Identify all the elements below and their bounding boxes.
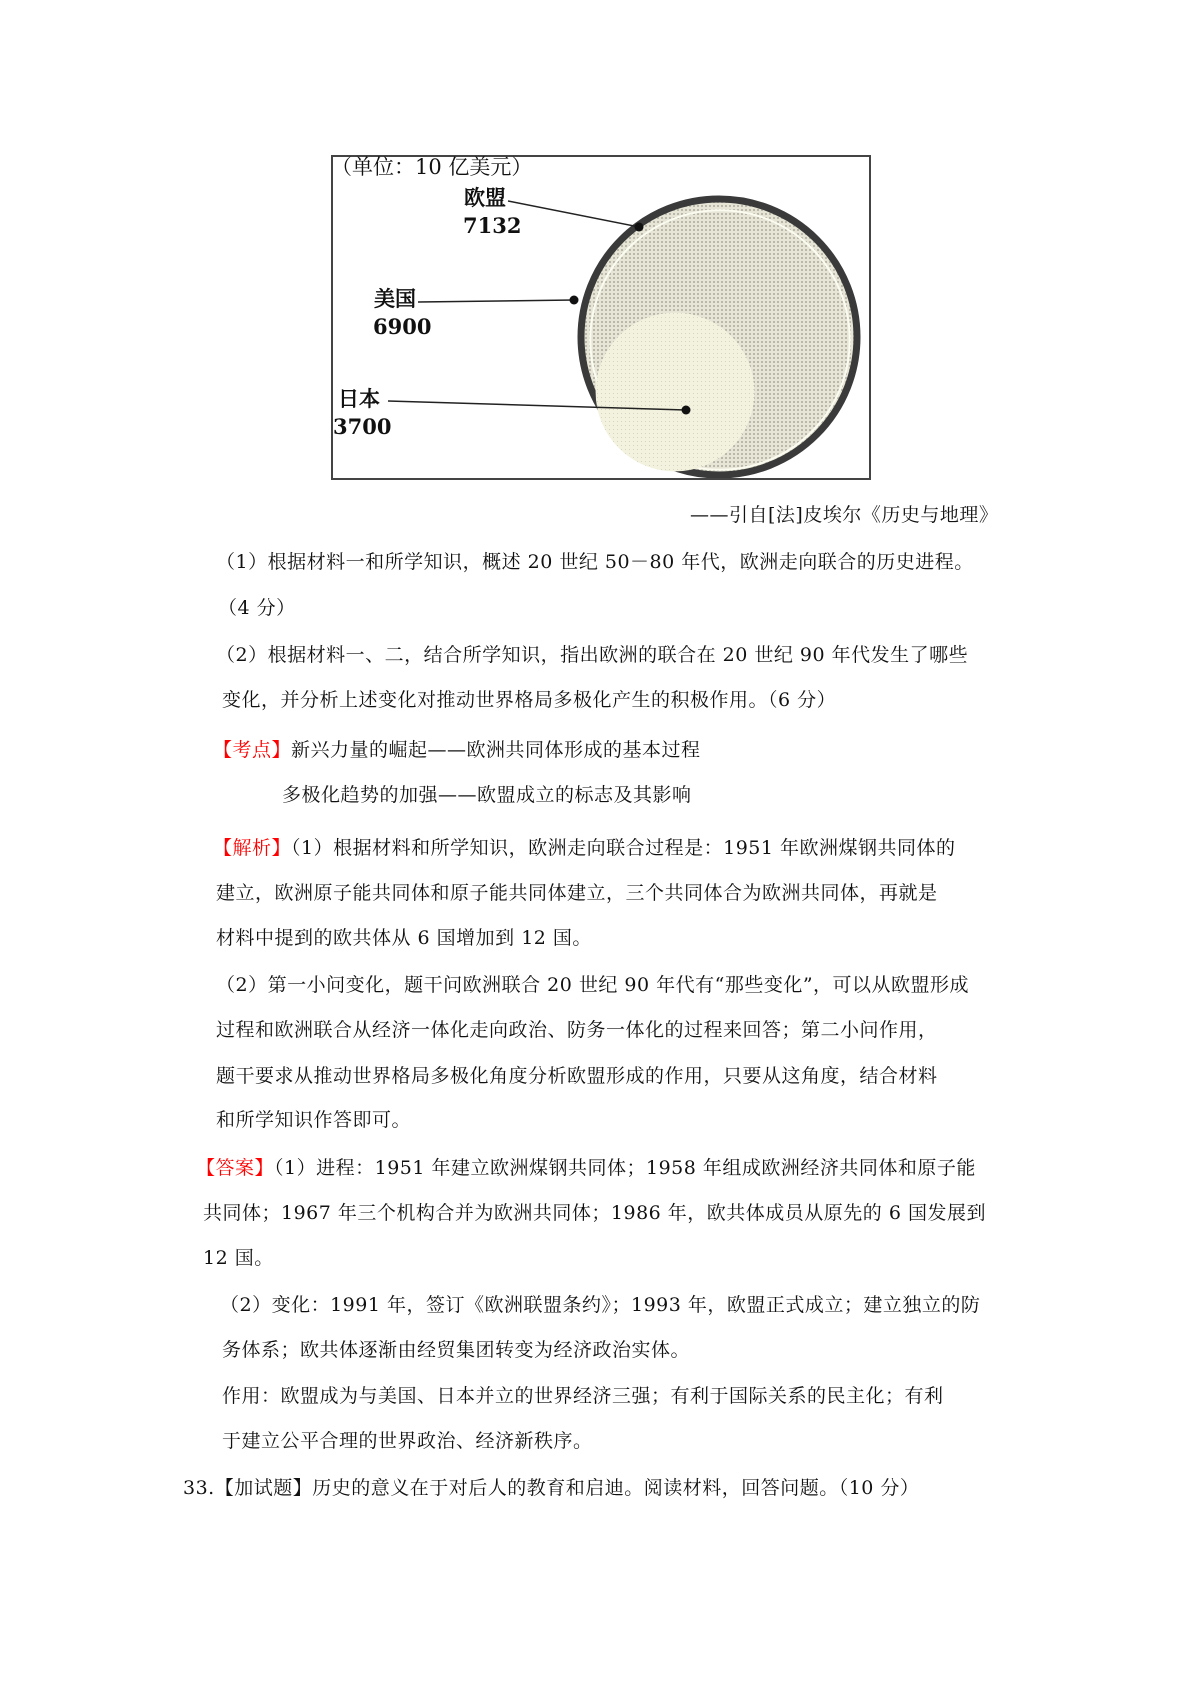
daan-a1-line-1: （1）进程：1951 年建立欧洲煤钢共同体；1958 年组成欧洲经济共同体和原子能 [274, 1157, 976, 1179]
leader-line-eu [508, 201, 639, 227]
label-jp-value: 3700 [333, 414, 392, 439]
jiexi-p1-line-2: 建立，欧洲原子能共同体和原子能共同体建立，三个共同体合为欧洲共同体，再就是 [216, 882, 938, 904]
question-1-line-2: （4 分） [218, 597, 296, 619]
label-us-value: 6900 [373, 314, 432, 339]
jiexi-p1-line-3: 材料中提到的欧共体从 6 国增加到 12 国。 [216, 927, 592, 949]
question-1-line-1: （1）根据材料一和所学知识，概述 20 世纪 50－80 年代，欧洲走向联合的历史进程。 [216, 551, 974, 573]
gdp-comparison-chart [331, 155, 871, 480]
daan-a1-line-3: 12 国。 [203, 1247, 274, 1269]
jiexi-label: 【解析】 [213, 837, 292, 859]
question-2-line-1: （2）根据材料一、二，结合所学知识，指出欧洲的联合在 20 世纪 90 年代发生了哪些 [216, 644, 969, 666]
daan-a2-line-4: 于建立公平合理的世界政治、经济新秩序。 [222, 1430, 593, 1452]
jiexi-p1-line-1: （1）根据材料和所学知识，欧洲走向联合过程是：1951 年欧洲煤钢共同体的 [291, 837, 956, 859]
daan-label: 【答案】 [196, 1157, 275, 1179]
jiexi-line-1 [213, 836, 956, 860]
daan-a2-line-3: 作用：欧盟成为与美国、日本并立的世界经济三强；有利于国际关系的民主化；有利 [222, 1385, 944, 1407]
leader-dot-eu [635, 223, 644, 232]
daan-line-1 [196, 1156, 976, 1180]
circle-jp [596, 313, 755, 472]
question-2-line-2: 变化，并分析上述变化对推动世界格局多极化产生的积极作用。（6 分） [222, 689, 837, 711]
figure-caption: ——引自[法]皮埃尔《历史与地理》 [690, 504, 999, 526]
kaodian-line-1 [213, 738, 701, 762]
jiexi-p2-line-3: 题干要求从推动世界格局多极化角度分析欧盟形成的作用，只要从这角度，结合材料 [216, 1065, 938, 1087]
daan-a2-line-2: 务体系；欧共体逐渐由经贸集团转变为经济政治实体。 [222, 1339, 691, 1361]
daan-a2-line-1: （2）变化：1991 年，签订《欧洲联盟条约》；1993 年，欧盟正式成立；建立独立的防 [220, 1294, 981, 1316]
chart-unit-label: （单位：10 亿美元） [331, 155, 533, 179]
jiexi-p2-line-2: 过程和欧洲联合从经济一体化走向政治、防务一体化的过程来回答；第二小问作用， [216, 1019, 938, 1041]
label-jp-name: 日本 [338, 386, 380, 411]
jiexi-p2-line-1: （2）第一小问变化，题干问欧洲联合 20 世纪 90 年代有“那些变化”，可以从欧盟形成 [216, 974, 970, 996]
kaodian-text-2: 多极化趋势的加强——欧盟成立的标志及其影响 [282, 784, 692, 806]
leader-dot-us [570, 296, 579, 305]
daan-a1-line-2: 共同体；1967 年三个机构合并为欧洲共同体；1986 年，欧共体成员从原先的 6 国发展到 [203, 1202, 986, 1224]
label-eu-name: 欧盟 [464, 185, 506, 210]
leader-dot-jp [682, 406, 691, 415]
label-us-name: 美国 [374, 286, 416, 311]
leader-line-us [418, 300, 574, 302]
label-eu-value: 7132 [463, 213, 522, 238]
question-33-heading: 33.【加试题】历史的意义在于对后人的教育和启迪。阅读材料，回答问题。（10 分） [183, 1477, 920, 1499]
kaodian-text-1: 新兴力量的崛起——欧洲共同体形成的基本过程 [291, 739, 701, 761]
kaodian-label: 【考点】 [213, 739, 292, 761]
jiexi-p2-line-4: 和所学知识作答即可。 [216, 1109, 412, 1131]
